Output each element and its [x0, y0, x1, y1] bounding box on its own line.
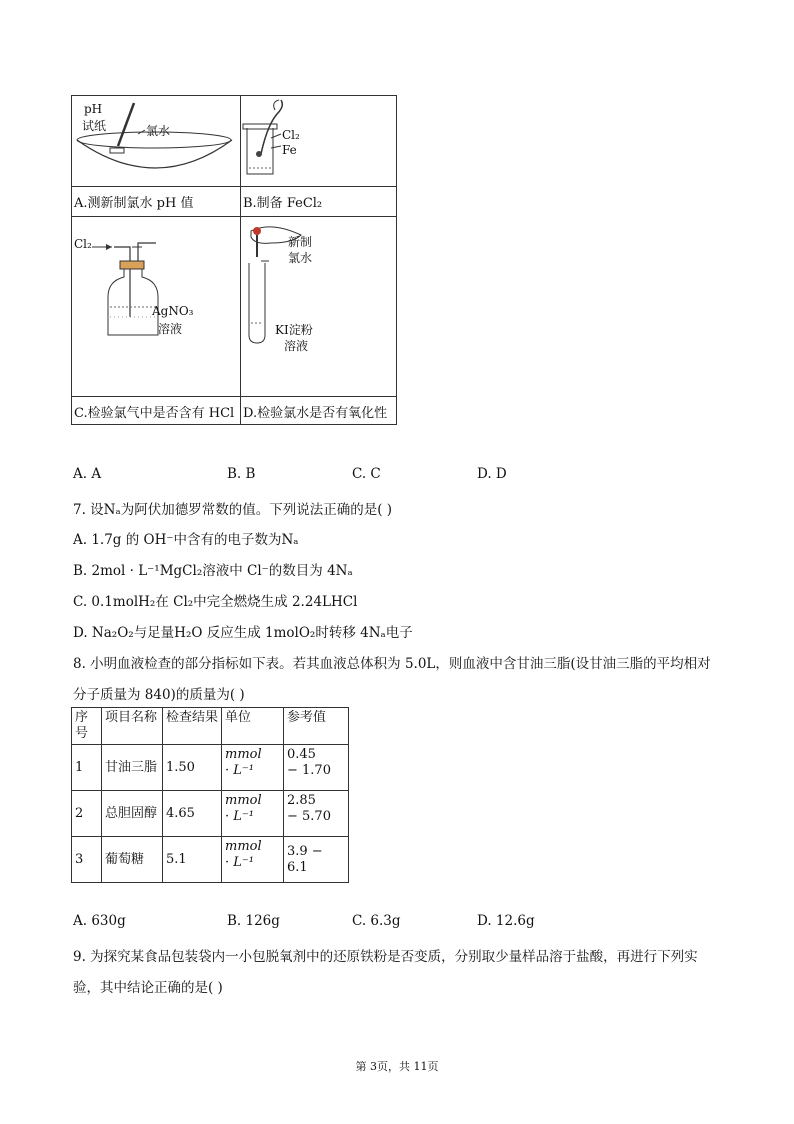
figure-b-caption: B.制备 FeCl₂ — [243, 196, 323, 211]
blood-test-table — [71, 707, 349, 883]
q6-option-c: C. C — [352, 466, 381, 482]
table-cell-ref — [284, 791, 349, 837]
figure-d-label: 新制 — [288, 235, 313, 249]
figure-a-label: 试纸 — [82, 119, 107, 133]
table-divider — [72, 396, 396, 397]
table-row — [72, 837, 349, 883]
table-row — [72, 745, 349, 791]
q7-option-a: A. 1.7g 的 OH⁻中含有的电子数为Nₐ — [73, 532, 299, 548]
unit-part: mmol — [225, 793, 262, 808]
page-footer: 第 3页，共 11页 — [355, 1060, 439, 1073]
unit-part: · L⁻¹ — [225, 809, 254, 824]
table-header-cell: 项目名称 — [102, 708, 163, 745]
table-cell: 1.50 — [163, 745, 222, 791]
table-cell-unit — [222, 791, 284, 837]
table-header-cell: 序号 — [72, 708, 102, 745]
figure-b-label: Fe — [282, 143, 297, 157]
q8-option-b: B. 126g — [227, 913, 280, 929]
table-cell: 总胆固醇 — [102, 791, 163, 837]
q8-option-a: A. 630g — [73, 913, 126, 929]
q6-option-a: A. A — [73, 466, 102, 482]
q8-option-c: C. 6.3g — [352, 913, 401, 929]
unit-part: mmol — [225, 747, 262, 762]
figure-a-label: pH — [84, 102, 103, 116]
figure-c-label: 溶液 — [158, 322, 183, 336]
table-header-cell: 单位 — [222, 708, 284, 745]
q9-stem: 验，其中结论正确的是( ) — [73, 980, 223, 996]
figure-b-fecl2 — [241, 96, 398, 186]
ref-part: − 1.70 — [287, 763, 331, 778]
ref-part: 0.45 — [287, 747, 316, 762]
figure-b-label: Cl₂ — [282, 128, 300, 142]
figure-d-caption: D.检验氯水是否有氧化性 — [243, 406, 388, 421]
q8-stem: 8. 小明血液检查的部分指标如下表。若其血液总体积为 5.0L，则血液中含甘油三脂(设甘油三脂的平均相对 — [73, 656, 711, 672]
figure-c-caption: C.检验氯气中是否含有 HCl — [74, 406, 235, 421]
table-cell-unit — [222, 745, 284, 791]
figure-c-label: Cl₂ — [74, 237, 92, 251]
q7-option-b: B. 2mol · L⁻¹MgCl₂溶液中 Cl⁻的数目为 4Nₐ — [73, 563, 353, 579]
table-divider — [72, 186, 396, 187]
figure-a-caption: A.测新制氯水 pH 值 — [74, 196, 194, 211]
table-cell-unit — [222, 837, 284, 883]
table-cell: 4.65 — [163, 791, 222, 837]
q6-option-b: B. B — [227, 466, 256, 482]
table-cell: 1 — [72, 745, 102, 791]
q8-stem: 分子质量为 840)的质量为( ) — [73, 687, 245, 703]
figure-table — [71, 95, 397, 425]
q7-stem: 7. 设Nₐ为阿伏加德罗常数的值。下列说法正确的是( ) — [73, 502, 393, 518]
q7-option-c: C. 0.1molH₂在 Cl₂中完全燃烧生成 2.24LHCl — [73, 594, 358, 610]
figure-c-label: AgNO₃ — [152, 304, 194, 318]
table-header-cell: 参考值 — [284, 708, 349, 745]
q8-option-d: D. 12.6g — [477, 913, 535, 929]
figure-d-label: 溶液 — [284, 339, 309, 353]
ref-part: − 5.70 — [287, 809, 331, 824]
figure-d-test-tube — [241, 217, 398, 395]
table-header-cell: 检查结果 — [163, 708, 222, 745]
table-header-row — [72, 708, 349, 745]
figure-a-label: 氯水 — [146, 124, 171, 138]
table-cell: 5.1 — [163, 837, 222, 883]
table-cell-ref: 3.9 − 6.1 — [284, 837, 349, 883]
ref-part: 2.85 — [287, 793, 316, 808]
table-cell: 甘油三脂 — [102, 745, 163, 791]
figure-d-label: 氯水 — [288, 251, 313, 265]
figure-d-label: KI淀粉 — [275, 323, 313, 337]
table-cell: 3 — [72, 837, 102, 883]
table-cell-ref — [284, 745, 349, 791]
table-cell: 2 — [72, 791, 102, 837]
unit-part: mmol — [225, 839, 262, 854]
table-row — [72, 791, 349, 837]
q6-option-d: D. D — [477, 466, 507, 482]
table-cell: 葡萄糖 — [102, 837, 163, 883]
unit-part: · L⁻¹ — [225, 763, 254, 778]
q9-stem: 9. 为探究某食品包装袋内一小包脱氧剂中的还原铁粉是否变质，分别取少量样品溶于盐酸，再进行下列实 — [73, 949, 698, 965]
q7-option-d: D. Na₂O₂与足量H₂O 反应生成 1molO₂时转移 4Nₐ电子 — [73, 625, 413, 641]
unit-part: · L⁻¹ — [225, 855, 254, 870]
